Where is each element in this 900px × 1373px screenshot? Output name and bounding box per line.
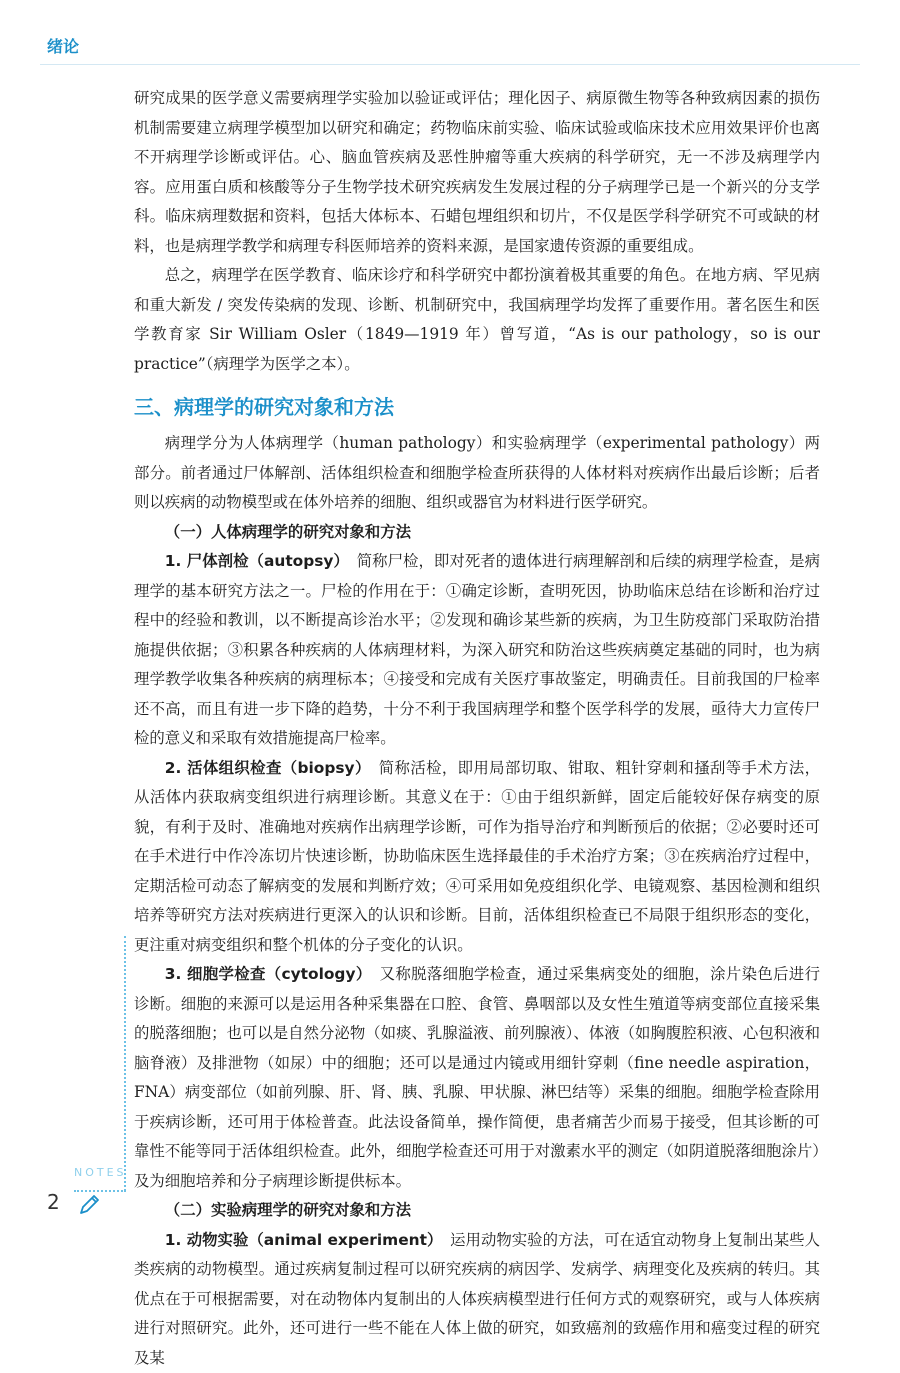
chapter-title: 绪论: [47, 34, 79, 57]
text-cytology: 又称脱落细胞学检查，通过采集病变处的细胞，涂片染色后进行诊断。细胞的来源可以是运用各种采集器在口腔、食管、鼻咽部以及女性生殖道等病变部位直接采集的脱落细胞；也可以是自然分泌物（如痰、乳腺溢液、前列腺液）、体液（如胸腹腔积液、心包积液和脑脊液）及排泄物（如尿）中的细胞；还可以是通过内镜或用细针穿刺（fine needle aspiration，FNA）病变部位（如前列腺、肝、肾、胰、乳腺、甲状腺、淋巴结等）采集的细胞。细胞学检查除用于疾病诊断，还可用于体检普查。此法设备简单，操作简便，患者痛苦少而易于接受，但其诊断的可靠性不能等同于活体组织检查。此外，细胞学检查还可用于对激素水平的测定（如阴道脱落细胞涂片）及为细胞培养和分子病理诊断提供标本。: [134, 965, 820, 1190]
text-biopsy: 简称活检，即用局部切取、钳取、粗针穿刺和搔刮等手术方法，从活体内获取病变组织进行病理诊断。其意义在于：①由于组织新鲜，固定后能较好保存病变的原貌，有利于及时、准确地对疾病作出病理学诊断，可作为指导治疗和判断预后的依据；②必要时还可在手术进行中作冷冻切片快速诊断，协助临床医生选择最佳的手术治疗方案；③在疾病治疗过程中，定期活检可动态了解病变的发展和判断疗效；④可采用如免疫组织化学、电镜观察、基因检测和组织培养等研究方法对疾病进行更深入的认识和诊断。目前，活体组织检查已不局限于组织形态的变化，更注重对病变组织和整个机体的分子变化的认识。: [134, 759, 820, 954]
term-animal-experiment: 1. 动物实验（animal experiment）: [165, 1231, 435, 1249]
subsection-heading-human-pathology: （一）人体病理学的研究对象和方法: [134, 518, 820, 548]
page-body: [134, 84, 820, 1373]
notes-margin-line: [124, 936, 126, 1191]
page-header: [0, 0, 900, 70]
paragraph-biopsy: [134, 754, 820, 961]
term-cytology: 3. 细胞学检查（cytology）: [165, 965, 364, 983]
subsection-heading-experimental-pathology: （二）实验病理学的研究对象和方法: [134, 1196, 820, 1226]
term-biopsy: 2. 活体组织检查（biopsy）: [165, 759, 363, 777]
notes-label: NOTES: [74, 1166, 127, 1179]
paragraph-summary: 总之，病理学在医学教育、临床诊疗和科学研究中都扮演着极其重要的角色。在地方病、罕见病和重大新发 / 突发传染病的发现、诊断、机制研究中，我国病理学均发挥了重要作用。著名医生和医学教育家 Sir William Osler（1849—1919 年）曾写道，“As is our pathology，so is our practice”（病理学为医学之本）。: [134, 261, 820, 379]
text-animal-experiment: 运用动物实验的方法，可在适宜动物身上复制出某些人类疾病的动物模型。通过疾病复制过程可以研究疾病的病因学、发病学、病理变化及疾病的转归。其优点在于可根据需要，对在动物体内复制出的人体疾病模型进行任何方式的观察研究，或与人体疾病进行对照研究。此外，还可进行一些不能在人体上做的研究，如致癌剂的致癌作用和癌变过程的研究及某: [134, 1231, 820, 1367]
paragraph-autopsy: [134, 547, 820, 754]
paragraph-section3-intro: 病理学分为人体病理学（human pathology）和实验病理学（experimental pathology）两部分。前者通过尸体解剖、活体组织检查和细胞学检查所获得的人体材料对疾病作出最后诊断；后者则以疾病的动物模型或在体外培养的细胞、组织或器官为材料进行医学研究。: [134, 429, 820, 518]
term-autopsy: 1. 尸体剖检（autopsy）: [165, 552, 341, 570]
page-number: 2: [47, 1190, 60, 1214]
paragraph-intro-continued: 研究成果的医学意义需要病理学实验加以验证或评估；理化因子、病原微生物等各种致病因素的损伤机制需要建立病理学模型加以研究和确定；药物临床前实验、临床试验或临床技术应用效果评价也离不开病理学诊断或评估。心、脑血管疾病及恶性肿瘤等重大疾病的科学研究，无一不涉及病理学内容。应用蛋白质和核酸等分子生物学技术研究疾病发生发展过程的分子病理学已是一个新兴的分支学科。临床病理数据和资料，包括大体标本、石蜡包埋组织和切片，不仅是医学科学研究不可或缺的材料，也是病理学教学和病理专科医师培养的资料来源，是国家遗传资源的重要组成。: [134, 84, 820, 261]
header-divider: [40, 64, 860, 65]
pencil-icon: [76, 1192, 102, 1218]
paragraph-cytology: [134, 960, 820, 1196]
text-autopsy: 简称尸检，即对死者的遗体进行病理解剖和后续的病理学检查，是病理学的基本研究方法之一。尸检的作用在于：①确定诊断，查明死因，协助临床总结在诊断和治疗过程中的经验和教训，以不断提高诊治水平；②发现和确诊某些新的疾病，为卫生防疫部门采取防治措施提供依据；③积累各种疾病的人体病理材料，为深入研究和防治这些疾病奠定基础的同时，也为病理学教学收集各种疾病的病理标本；④接受和完成有关医疗事故鉴定，明确责任。目前我国的尸检率还不高，而且有进一步下降的趋势，十分不利于我国病理学和整个医学科学的发展，亟待大力宣传尸检的意义和采取有效措施提高尸检率。: [134, 552, 820, 747]
paragraph-animal-experiment: [134, 1226, 820, 1373]
section-heading-3: 三、病理学的研究对象和方法: [134, 391, 820, 423]
